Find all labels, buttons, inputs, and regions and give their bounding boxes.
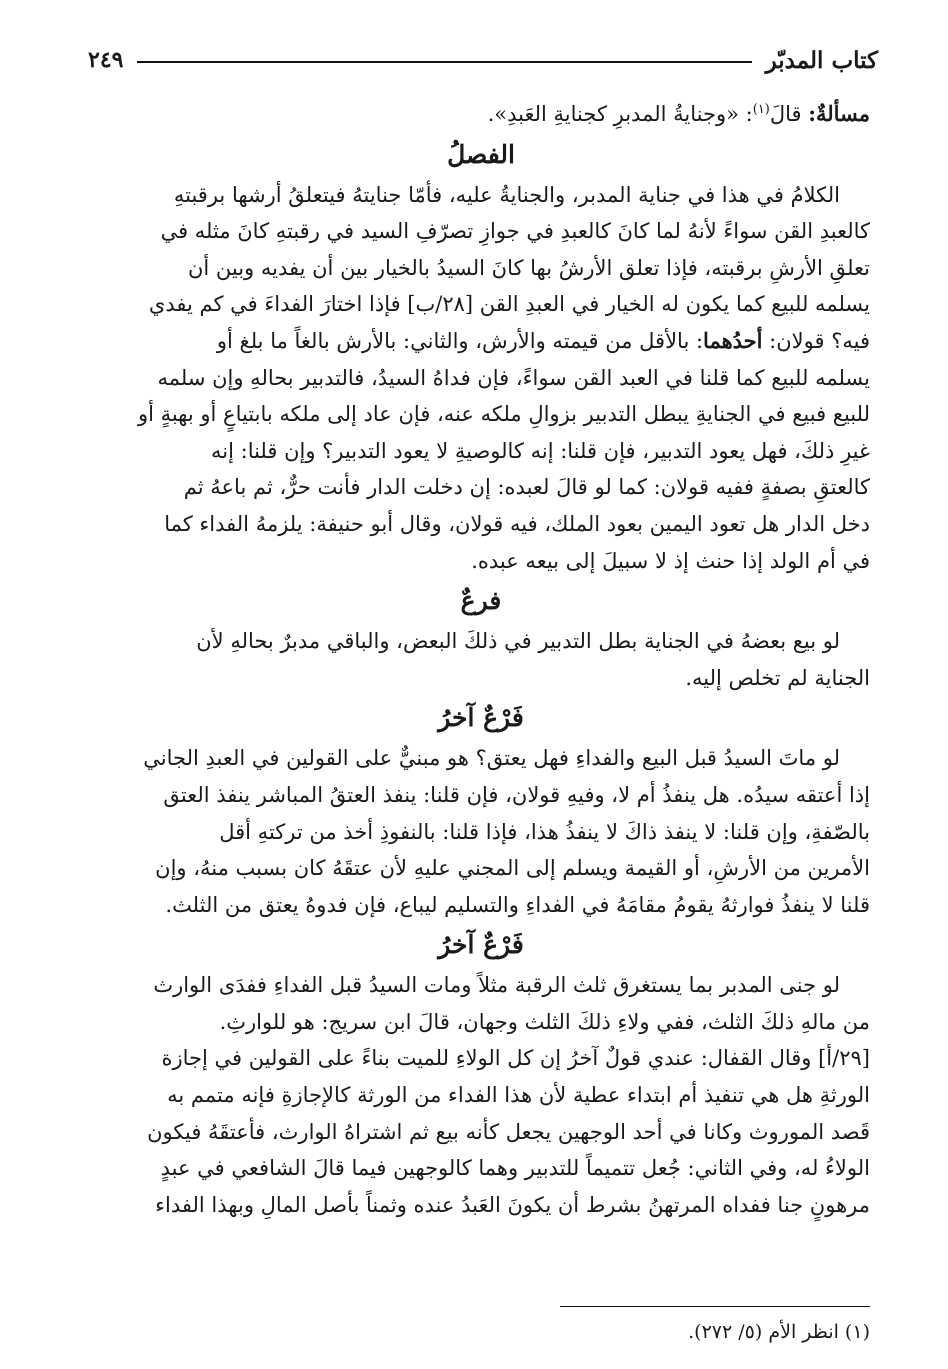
text-line: الولاءُ له، وفي الثاني: جُعل تتميماً للتدبير وهما كالوجهين فيما قالَ الشافعي في عبدٍ xyxy=(160,1156,870,1181)
text-line: لو بيع بعضهُ في الجناية بطل التدبير في ذلكَ البعض، والباقي مدبرٌ بحالهِ لأن xyxy=(196,629,840,654)
text-line: الورثةِ هل هي تنفيذ أم ابتداء عطية لأن هذا الفداء من الورثة كالإجازةِ فإنه متمم به xyxy=(167,1083,870,1108)
text-segment: فيه؟ قولان: xyxy=(762,328,870,353)
page-body xyxy=(92,92,870,1223)
text-line: في أم الولد إذا حنث إذ لا سبيلَ إلى بيعه عبده. xyxy=(471,548,870,573)
masala-quote: : «وجنايةُ المدبرِ كجنايةِ العَبدِ». xyxy=(487,102,753,126)
section-heading-far-akhar: فَرْعٌ آخرُ xyxy=(438,703,524,733)
text-line: لو ماتَ السيدُ قبل البيع والفداءِ فهل يعتق؟ هو مبنيٌّ على القولين في العبدِ الجاني xyxy=(143,746,840,771)
text-line: يسلمه للبيع كما قلنا في العبد القن سواءً، فإن فداهُ السيدُ، فالتدبير بحالهِ وإن سلمه xyxy=(157,365,870,390)
text-line: دخل الدار هل تعود اليمين بعود الملك، فيه قولان، وقال أبو حنيفة: يلزمهُ الفداء كما xyxy=(164,511,870,536)
section-heading-fasl: الفصلُ xyxy=(447,139,515,169)
text-line: يسلمه للبيع كما يكون له الخيار في العبدِ القن [٢٨/ب] فإذا اختارَ الفداءَ في كم يفدي xyxy=(148,292,870,317)
text-line: مرهونٍ جنا ففداه المرتهنُ بشرط أن يكونَ العَبدُ عنده وثمناً بأصل المالِ وبهذا الفداء xyxy=(155,1192,870,1217)
text-line: الأمرين من الأرشِ، أو القيمة ويسلم إلى المجني عليهِ لأن عتقَهُ كان بسبب منهُ، وإن xyxy=(155,856,870,881)
book-title: كتاب المدبّر xyxy=(765,46,878,74)
section-heading-far-akhar-2: فَرْعٌ آخرُ xyxy=(438,930,524,960)
text-line: قلنا لا ينفذُ فوارثهُ يقومُ مقامَهُ في الفداءِ والتسليم ليباع، فإن فدوهُ يعتق من الثلث. xyxy=(165,892,870,917)
page-number: ٢٤٩ xyxy=(88,47,124,73)
masala-line xyxy=(92,92,870,133)
text-line: الجناية لم تخلص إليه. xyxy=(685,665,870,690)
text-line: الكلامُ في هذا في جناية المدبر، والجنايةُ عليه، فأمّا جنايتهُ فيتعلقُ أرشها برقبتهِ xyxy=(173,182,840,207)
running-header xyxy=(88,40,878,80)
text-segment: : بالأقل من قيمته والأرش، والثاني: بالأرش بالغاً ما بلغ أو xyxy=(216,328,704,353)
text-line: كالعبدِ القن سواءً لأنهُ لما كانَ كالعبدِ في جوازِ تصرّفِ السيد في رقبتهِ كانَ مثله في xyxy=(160,219,870,244)
text-line: غيرِ ذلكَ، فهل يعود التدبير، فإن قلنا: إنه كالوصيةِ لا يعود التدبير؟ وإن قلنا: إنه xyxy=(211,438,870,463)
text-line xyxy=(92,323,870,360)
masala-text-before: قالَ xyxy=(769,102,809,126)
text-line: تعلقِ الأرشِ برقبته، فإذا تعلق الأرشُ بها كانَ السيدُ بالخيار بين أن يفديه وبين أن xyxy=(187,255,870,280)
text-line: للبيع فبيع في الجنايةِ يبطل التدبير بزوالِ ملكه عنه، فإن عاد إلى ملكه بابتياعٍ أو بهبةٍ أو xyxy=(137,402,870,427)
text-line: [٢٩/أ] وقال القفال: عندي قولٌ آخرُ إن كل الولاءِ للميت بناءً على القولين في إجازة xyxy=(161,1046,870,1071)
text-line: من مالهِ ذلكَ الثلث، ففي ولاءِ ذلكَ الثلث وجهان، قالَ ابن سريج: هو للوارثِ. xyxy=(219,1009,870,1034)
footnote-rule xyxy=(560,1306,870,1307)
footnote: (١) انظر الأم (٥/ ٢٧٢). xyxy=(688,1321,870,1343)
text-line: كالعتقِ بصفةٍ ففيه قولان: كما لو قالَ لعبده: إن دخلت الدار فأنت حرٌّ، ثم باعهُ ثم xyxy=(183,475,870,500)
text-line: لو جنى المدبر بما يستغرق ثلث الرقبة مثلاً ومات السيدُ قبل الفداءِ ففدَى الوارث xyxy=(153,973,840,998)
bold-term: أحدُهما xyxy=(703,327,763,353)
footnote-ref: (١) xyxy=(752,102,770,117)
section-heading-far: فرعٌ xyxy=(460,586,502,616)
text-line: بالصّفةِ، وإن قلنا: لا ينفذ ذاكَ لا ينفذُ هذا، فإذا قلنا: بالنفوذِ أخذ من تركتهِ أقل xyxy=(219,819,870,844)
header-rule xyxy=(137,61,751,63)
text-line: قَصد الموروث وكانا في أحد الوجهين يجعل كأنه بيع ثم اشتراهُ الوارث، فأعتقَهُ فيكون xyxy=(147,1119,870,1144)
masala-lead: مسألةٌ: xyxy=(808,101,870,126)
text-line: إذا أعتقه سيدُه. هل ينفذُ أم لا، وفيهِ قولان، فإن قلنا: ينفذ العتقُ المباشر ينفذ العتق xyxy=(163,782,870,807)
